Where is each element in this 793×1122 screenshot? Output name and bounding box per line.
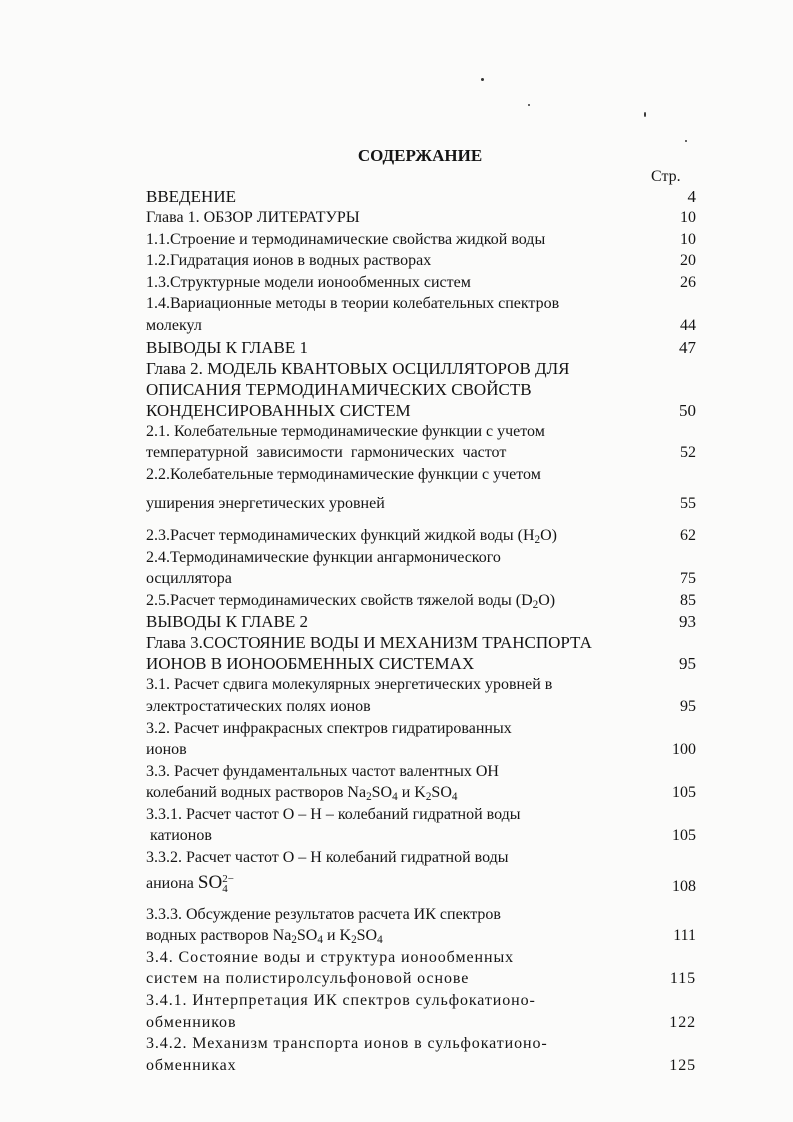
toc-page-number: 20 [680,252,696,270]
toc-entry[interactable] [146,590,696,612]
toc-entry[interactable] [146,632,696,674]
subscript: 2 [291,934,297,947]
toc-page-number: 115 [669,970,696,988]
toc-page-number: 47 [679,337,696,357]
toc-entry-title [146,590,636,612]
title-text: 2.5.Расчет термодинамических свойств тяжелой воды (D [146,591,533,609]
toc-entry-title-line: катионов [146,827,212,845]
toc-entry-title-line: КОНДЕНСИРОВАННЫХ СИСТЕМ [146,400,411,420]
toc-entry-title-line: 3.4.2. Механизм транспорта ионов в сульфокатионо- [146,1035,548,1053]
toc-entry[interactable] [146,674,696,717]
subscript: 4 [451,791,458,804]
subscript: 4 [392,791,398,804]
toc-entry-title-line: осциллятора [146,570,232,588]
ion-symbol: SO [197,871,223,893]
title-text: аниона [146,874,198,892]
toc-entry-title-line: систем на полистиролсульфоновой основе [146,970,470,988]
toc-entry[interactable] [146,847,696,898]
toc-page-number: 105 [672,827,696,845]
toc-entry-title-line: обменников [146,1013,237,1031]
title-text: O) [540,526,557,544]
scan-speck [685,140,687,142]
toc-entry-title-line: электростатических полях ионов [146,697,371,715]
toc-entry-title-line: 2.2.Колебательные термодинамические функции с учетом [146,465,541,483]
toc-page-number: 111 [673,927,696,945]
toc-entry-title-line: молекул [146,316,202,334]
toc-page-number: 75 [680,570,696,588]
toc-entry[interactable] [146,904,696,947]
toc-entry[interactable] [146,229,696,251]
title-text: SO [296,927,318,945]
toc-entry[interactable] [146,525,696,547]
toc-entry-title: ВЫВОДЫ К ГЛАВЕ 2 [146,612,309,632]
toc-page-number: 62 [680,526,696,544]
title-text: водных растворов Na [146,927,292,945]
toc-entry-title-line: 2.1. Колебательные термодинамические функции с учетом [146,422,545,440]
toc-page-number: 50 [679,400,696,420]
toc-entry[interactable] [146,718,696,761]
subscript: 2 [351,934,357,947]
toc-entry-title-line: 1.4.Вариационные методы в теории колебательных спектров [146,295,560,313]
title-text: SO [431,784,452,802]
title-text: SO [356,927,378,945]
toc-entry-title-line: 3.4.1. Интерпретация ИК спектров сульфокатионо- [146,992,536,1010]
toc-page-number: 26 [680,273,696,291]
toc-page-number: 100 [672,741,696,759]
toc-page-number: 95 [680,697,696,715]
title-text: 2.3.Расчет термодинамических функций жидкой воды (H [146,526,535,544]
ion-charge-index [222,874,234,894]
scan-speck [528,104,530,106]
title-text: SO [371,784,393,802]
toc-entry[interactable] [146,250,696,272]
toc-entry[interactable] [146,947,696,990]
toc-entry-title-line: 3.3. Расчет фундаментальных частот валентных OH [146,762,499,780]
scan-speck [644,112,646,117]
toc-entry-title-line: 3.4. Состояние воды и структура ионообменных [146,948,515,966]
toc-entry[interactable] [146,990,696,1033]
toc-entry-title: ВВЕДЕНИЕ [146,187,236,206]
toc-entry-title: 1.3.Структурные модели ионообменных систем [146,273,471,291]
toc-entry-title-line: 3.3.3. Обсуждение результатов расчета ИК спектров [146,905,501,923]
toc-page-number: 125 [669,1056,696,1074]
toc-page-number: 4 [687,187,696,206]
toc-page-number: 10 [680,230,696,248]
table-of-contents [146,186,696,1076]
toc-entry-title-line: 3.2. Расчет инфракрасных спектров гидратированных [146,719,512,737]
toc-entry-title-line: ИОНОВ В ИОНООБМЕННЫХ СИСТЕМАХ [146,654,475,674]
toc-entry[interactable] [146,547,696,590]
toc-page-number: 10 [680,209,696,226]
page-column-label: Стр. [651,168,681,185]
toc-entry[interactable] [146,186,696,207]
toc-entry-title: 1.1.Строение и термодинамические свойства жидкой воды [146,230,546,248]
toc-page-number: 52 [680,444,696,462]
toc-entry-title: ВЫВОДЫ К ГЛАВЕ 1 [146,337,309,357]
toc-entry[interactable] [146,464,696,515]
toc-entry-title-line: 3.3.1. Расчет частот O – H – колебаний гидратной воды [146,805,521,823]
title-text: O) [538,591,556,609]
toc-entry-title-line: Глава 2. МОДЕЛЬ КВАНТОВЫХ ОСЦИЛЛЯТОРОВ ДЛЯ [146,358,570,378]
title-text: и K [397,784,426,802]
subscript: 2 [366,791,372,804]
toc-page-number: 122 [669,1013,696,1031]
page-title: СОДЕРЖАНИЕ [357,146,483,165]
toc-page-number: 105 [672,784,696,802]
title-text: колебаний водных растворов Na [146,784,367,802]
toc-entry-title-line: 3.1. Расчет сдвига молекулярных энергетических уровней в [146,676,553,694]
toc-page-number: 93 [679,612,696,632]
toc-entry-title-line: 2.4.Термодинамические функции ангармонического [146,548,501,566]
toc-entry[interactable] [146,1033,696,1076]
toc-entry[interactable] [146,293,696,336]
toc-entry-title [146,525,636,547]
toc-entry-title-line [146,869,636,898]
subscript: 4 [317,934,323,947]
toc-entry-title-line [146,925,636,947]
toc-entry[interactable] [146,421,696,464]
toc-entry[interactable] [146,611,696,632]
toc-entry-title-line [146,782,636,804]
title-text: и K [322,927,352,945]
subscript: 2 [534,533,541,546]
toc-entry[interactable] [146,207,696,229]
toc-entry-title-line: Глава 3.СОСТОЯНИЕ ВОДЫ И МЕХАНИЗМ ТРАНСПОРТА [146,633,592,653]
toc-entry-title-line: обменниках [146,1056,237,1074]
toc-entry-title: Глава 1. ОБЗОР ЛИТЕРАТУРЫ [146,209,360,226]
toc-page-number: 95 [679,654,696,674]
toc-entry[interactable] [146,761,696,804]
toc-page-number: 85 [680,591,696,609]
scan-speck [481,78,484,81]
ion-index: 4 [222,882,228,895]
toc-entry-title-line: 3.3.2. Расчет частот O – H колебаний гидратной воды [146,849,509,867]
toc-page-number: 55 [680,495,696,513]
toc-entry[interactable] [146,358,696,421]
toc-entry-title-line: температурной зависимости гармонических частот [146,444,507,462]
toc-entry[interactable] [146,337,696,358]
toc-entry-title: 1.2.Гидратация ионов в водных растворах [146,252,432,270]
toc-entry[interactable] [146,804,696,847]
ion-charge: 2− [222,872,234,885]
toc-page-number: 108 [672,878,696,896]
subscript: 4 [377,934,383,947]
toc-entry[interactable] [146,272,696,294]
toc-entry-title-line: ОПИСАНИЯ ТЕРМОДИНАМИЧЕСКИХ СВОЙСТВ [146,379,532,399]
toc-entry-title-line: уширения энергетических уровней [146,495,385,513]
toc-page-number: 44 [680,316,696,334]
subscript: 2 [425,791,432,804]
subscript: 2 [532,598,539,611]
sulfate-ion-formula [198,872,234,893]
toc-entry-title-line: ионов [146,741,187,759]
